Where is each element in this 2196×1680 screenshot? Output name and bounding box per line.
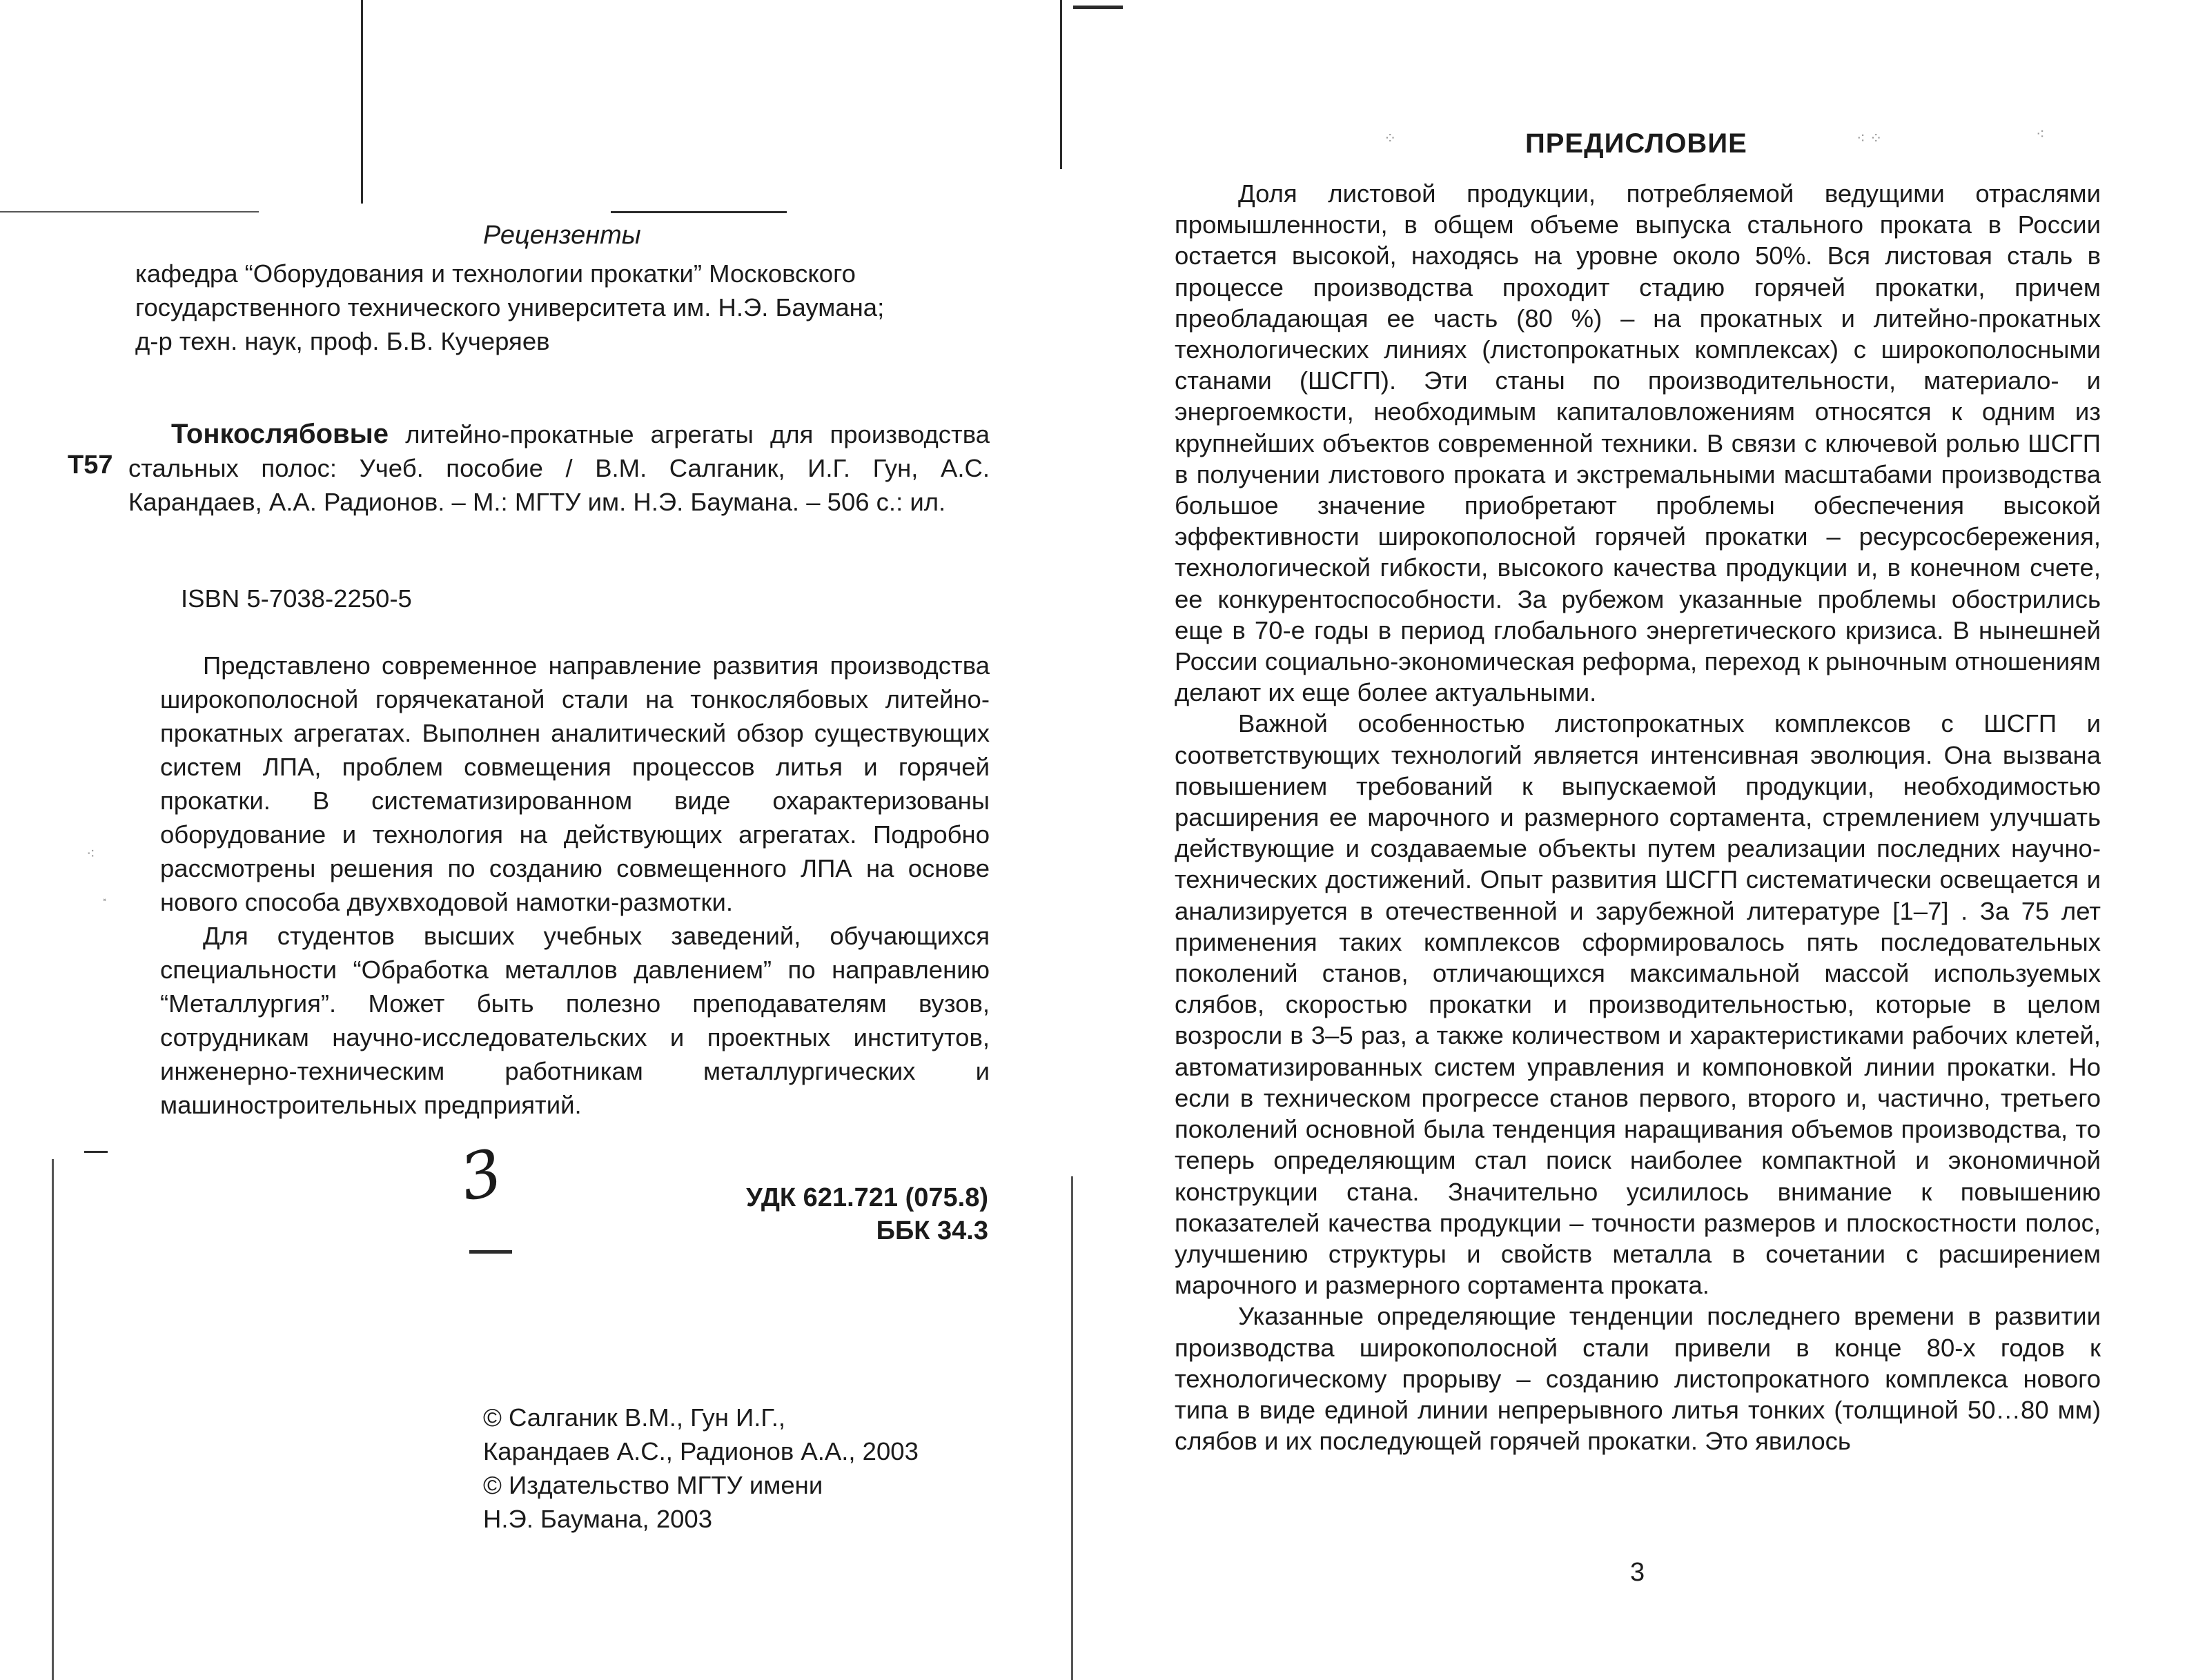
reviewers-line: д-р техн. наук, проф. Б.В. Кучеряев [135,327,550,355]
abstract [160,649,990,1122]
isbn: ISBN 5-7038-2250-5 [181,584,412,613]
scan-speck: ⸼ [104,884,108,901]
copyright-line: © Издательство МГТУ имени [483,1471,823,1499]
bbk-code: ББК 34.3 [876,1216,988,1245]
scan-line-vertical-top-right [1060,0,1062,169]
classification-indices [690,1181,988,1247]
copyright-notice [483,1401,1008,1536]
abstract-paragraph: Представлено современное направление развития производства широкополосной горячекатаной стали на тонкослябовых литейно-прокатных агрегатах. Выполнен аналитический обзор существующих систем ЛПА, проблем совмещения процессов литья и горячей прокатки. В систематизированном виде охарактеризованы оборудование и технология на действующих агрегатах. Подробно рассмотрены решения по созданию совмещенного ЛПА на основе нового способа двухвходовой намотки-размотки. [160,651,990,916]
scan-line-horizontal-top [611,211,787,213]
copyright-line: Н.Э. Баумана, 2003 [483,1505,713,1533]
preface-paragraph: Указанные определяющие тенденции последнего времени в развитии производства широкополосной стали привели в конце 80-х годов к технологическому прорыву – созданию листопрокатного комплекса нового типа в виде единой линии непрерывного литья тонких (толщиной 50…80 мм) слябов и их последующей горячей прокатки. Это явилось [1175,1302,2101,1456]
scan-dash-top-center [1073,6,1123,9]
bibliographic-description: литейно-прокатные агрегаты для производства стальных полос: Учеб. пособие / В.М. Салганик, И.Г. Гун, А.С. Карандаев, А.А. Радионов. – М.: МГТУ им. Н.Э. Баумана. – 506 с.: ил. [128,420,990,516]
preface-paragraph: Важной особенностью листопрокатных комплексов с ШСГП и соответствующих технологий является интенсивная эволюция. Она вызвана повышением требований к выпускаемой продукции, необходимостью расширения ее марочного и размерного сортамента, стремлением улучшать действующие и создаваемые объекты путем реализации последних научно-технических достижений. Опыт развития ШСГП систематически освещается и анализируется в отечественной и зарубежной литературе [1–7] . За 75 лет применения таких комплексов сформировалось пять последовательных поколений станов, отличающихся максимальной массой используемых слябов, скоростью прокатки и производительностью, которые в целом возросли в 3–5 раз, а также количеством и характеристиками рабочих клетей, автоматизированных систем управления и компоновкой линии прокатки. Но если в техническом прогрессе станов первого, второго и, частично, третьего поколений основной была тенденция наращивания объемов производства, то теперь определяющим стал поиск наиболее компактной и экономичной конструкции стана. Значительно усилилось внимание к повышению показателей качества продукции – точности размеров и плоскостности полос, улучшению структуры и свойств металла в сочетании с расширением марочного и размерного сортамента проката. [1175,709,2101,1300]
scan-speck: ⁖ ⁘ [1856,130,1883,147]
udk-code: УДК 621.721 (075.8) [746,1183,988,1212]
bibliographic-record [128,417,990,519]
reviewers-line: государственного технического университета им. Н.Э. Баумана; [135,293,885,322]
scan-line-vertical-top [361,0,363,204]
scan-speck: ⁖ [2036,126,2045,143]
copyright-line: Карандаев А.С., Радионов А.А., 2003 [483,1437,919,1465]
reviewers-line: кафедра “Оборудования и технологии прокатки” Московского [135,259,856,288]
preface-title: ПРЕДИСЛОВИЕ [1525,128,1747,159]
reviewers-heading: Рецензенты [483,221,641,250]
reviewers-text [135,257,998,358]
scan-line-left-margin [52,1159,54,1680]
scan-line-horizontal-left [0,211,259,213]
scan-dash-bottom-middle [469,1250,512,1254]
abstract-paragraph: Для студентов высших учебных заведений, обучающихся специальности “Обработка металлов давлением” по направлению “Металлургия”. Может быть полезно преподавателям вузов, сотрудникам научно-исследовательских и проектных институтов, инженерно-техническим работникам металлургических и машиностроительных предприятий. [160,922,990,1119]
scan-dash-left [84,1151,108,1153]
scan-speck: ⁖ [86,845,95,862]
scan-line-spine [1071,1176,1073,1680]
classification-code: Т57 [68,451,113,480]
book-title: Тонкослябовые [171,419,389,449]
preface-paragraph: Доля листовой продукции, потребляемой ведущими отраслями промышленности, в общем объеме выпуска стального проката в России остается высокой, находясь на уровне около 50%. Вся листовая сталь в процессе производства проходит стадию горячей прокатки, причем преобладающая ее часть (80 %) – на прокатных и литейно-прокатных технологических линиях (листопрокатных комплексах) с широкополосными станами (ШСГП). Эти станы по производительности, материало- и энергоемкости, необходимым капиталовложениям относятся к одним из крупнейших объектов современной техники. В связи с ключевой ролью ШСГП в получении листового проката и экстремальными масштабами производства большое значение приобретают проблемы обеспечения высокой эффективности широкополосной горячей прокатки – ресурсосбережения, технологической гибкости, высокого качества продукции и, в конечном счете, ее конкурентоспособности. За рубежом указанные проблемы обострились еще в 70-е годы в период глобального энергетического кризиса. В нынешней России социально-экономическая реформа, переход к рыночным отношениям делают их еще более актуальными. [1175,179,2101,707]
scan-speck: ⁘ [1384,130,1397,147]
handwritten-note: 3 [453,1135,509,1216]
preface-body [1175,178,2101,1456]
page-number: 3 [1630,1558,1645,1587]
copyright-line: © Салганик В.М., Гун И.Г., [483,1403,786,1432]
